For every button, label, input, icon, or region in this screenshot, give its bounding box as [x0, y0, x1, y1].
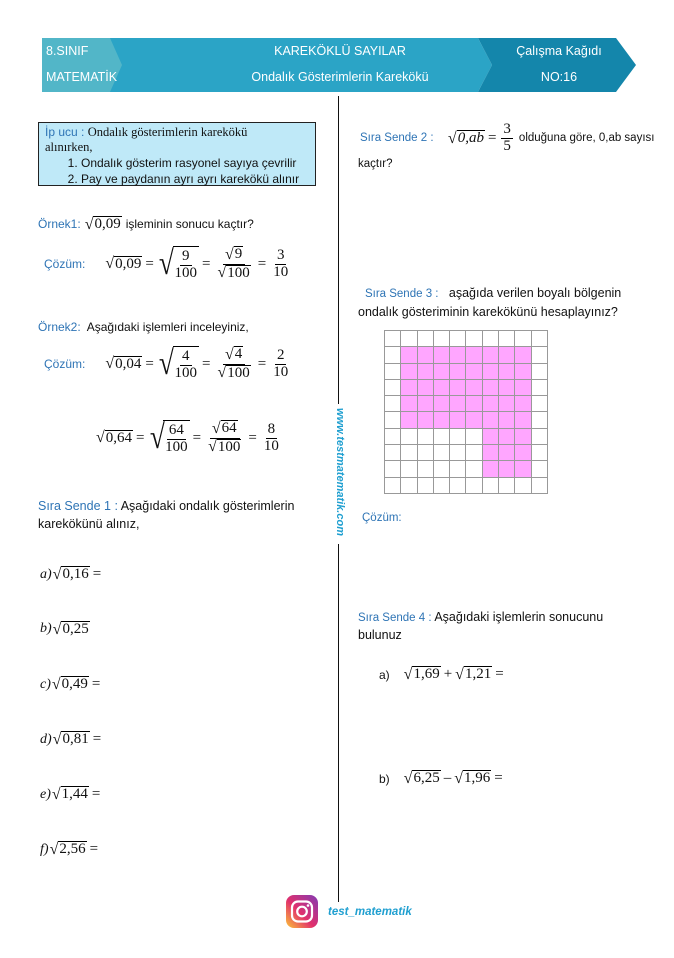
math-text: 8 — [267, 420, 276, 437]
math-text: bulunuz — [358, 628, 402, 642]
example1-label: Örnek1: — [38, 217, 81, 232]
grid-cell — [434, 331, 450, 347]
example1-question: Örnek1: √ 0,09 işleminin sonucu kaçtır? — [38, 215, 254, 233]
grid-cell — [385, 461, 401, 477]
grade-label: 8.SINIF — [46, 44, 89, 58]
grid-cell-shaded — [515, 364, 531, 380]
math-text: 10 — [273, 263, 289, 280]
grid-cell — [450, 429, 466, 445]
grid-cell — [385, 478, 401, 494]
math-text: 100 — [217, 438, 241, 455]
grid-cell-shaded — [483, 364, 499, 380]
equation: √ 0,04 = √ 4 100 = √ 4 √ 100 = $\frac{2}{10}$ — [105, 345, 289, 382]
grid-cell — [385, 364, 401, 380]
grid-cell-shaded — [515, 429, 531, 445]
math-text: 0,25 — [62, 621, 89, 637]
grid-cell — [385, 396, 401, 412]
grid-cell-shaded — [434, 364, 450, 380]
math-text: 0,04 — [115, 355, 142, 372]
grid-cell — [466, 429, 482, 445]
grid-cell — [466, 478, 482, 494]
grid-cell-shaded — [466, 364, 482, 380]
tip-box — [38, 122, 316, 186]
grid-cell-shaded — [483, 429, 499, 445]
grid-cell-shaded — [483, 445, 499, 461]
grid-cell-shaded — [418, 396, 434, 412]
grid-cell — [401, 445, 417, 461]
grid-cell-shaded — [401, 380, 417, 396]
grid-cell-shaded — [434, 380, 450, 396]
math-text: 1,21 — [464, 666, 492, 683]
grid-cell-shaded — [401, 396, 417, 412]
example2-solution — [44, 346, 292, 382]
tip-text: Ondalık gösterimlerin karekökü — [87, 125, 248, 139]
exercise1-item: a) √ 0,16 = — [40, 565, 102, 583]
grid-cell-shaded — [515, 380, 531, 396]
grid-cell-shaded — [499, 461, 515, 477]
exercise3-prompt — [358, 284, 621, 321]
exercise1-prompt — [38, 497, 294, 533]
grid-cell — [385, 429, 401, 445]
instagram-handle[interactable]: test_matematik — [328, 906, 412, 918]
exercise3-label: Sıra Sende 3 : — [364, 288, 439, 300]
grid-cell-shaded — [483, 461, 499, 477]
grid-cell — [385, 331, 401, 347]
math-text: 10 — [263, 437, 279, 454]
grid-cell — [499, 478, 515, 494]
grid-cell-shaded — [499, 347, 515, 363]
math-text: 64 — [168, 422, 184, 439]
grid-cell — [450, 461, 466, 477]
header-subtitle: Ondalık Gösterimlerin Karekökü — [251, 70, 429, 84]
tip-step: 2. Pay ve paydanın ayrı ayrı karekökü alınır — [81, 171, 309, 187]
grid-cell-shaded — [450, 396, 466, 412]
grid-cell — [466, 331, 482, 347]
grid-cell-shaded — [499, 364, 515, 380]
exercise1-label: Sıra Sende 1 : — [38, 499, 118, 513]
math-text: c) — [40, 676, 51, 692]
grid-cell — [418, 429, 434, 445]
math-text: + — [443, 666, 453, 682]
math-text: 2,56 — [59, 841, 86, 858]
math-text: = — [89, 841, 99, 857]
exercise1-item: e) √ 1,44 = — [40, 785, 101, 803]
grid-cell-shaded — [418, 364, 434, 380]
grid-cell — [532, 478, 548, 494]
grid-cell — [466, 445, 482, 461]
grid-cell — [483, 331, 499, 347]
grid-cell-shaded — [466, 380, 482, 396]
grid-cell-shaded — [418, 347, 434, 363]
exercise2-label: Sıra Sende 2 : — [360, 132, 434, 145]
tip-label: İp ucu : — [45, 125, 85, 139]
shaded-grid — [384, 330, 548, 494]
grid-cell — [418, 478, 434, 494]
grid-cell — [450, 445, 466, 461]
grid-cell — [385, 347, 401, 363]
math-text: 100 — [227, 264, 250, 281]
grid-cell — [418, 331, 434, 347]
grid-cell — [515, 331, 531, 347]
grid-cell-shaded — [466, 412, 482, 428]
math-text: 0,81 — [62, 731, 89, 748]
grid-cell — [434, 429, 450, 445]
grid-cell — [532, 331, 548, 347]
math-text: Aşağıdaki ondalık gösterimlerin — [120, 499, 295, 513]
grid-cell-shaded — [450, 412, 466, 428]
math-text: = — [92, 731, 102, 747]
math-text: 3 — [503, 121, 511, 137]
tip-text-cont: alınırken, — [45, 140, 93, 154]
instagram-icon[interactable] — [286, 895, 318, 928]
grid-cell — [515, 478, 531, 494]
math-text: 10 — [273, 363, 289, 380]
math-text: 1,69 — [413, 666, 440, 683]
math-text: = — [91, 786, 101, 802]
grid-cell-shaded — [515, 461, 531, 477]
math-text: 0,ab — [457, 129, 484, 146]
grid-cell — [450, 331, 466, 347]
exercise1-item: d) √ 0,81 = — [40, 730, 102, 748]
grid-cell — [532, 380, 548, 396]
math-text: = — [494, 770, 503, 786]
example1-text: işleminin sonucu kaçtır? — [125, 217, 254, 232]
math-text: a) — [379, 667, 390, 682]
grid-cell-shaded — [418, 380, 434, 396]
math-text: e) — [40, 786, 51, 802]
grid-cell-shaded — [499, 445, 515, 461]
math-text: 100 — [174, 265, 198, 281]
grid-cell-shaded — [401, 412, 417, 428]
grid-cell — [385, 445, 401, 461]
example2-equation-2 — [96, 420, 283, 456]
grid-cell — [532, 412, 548, 428]
grid-cell-shaded — [434, 347, 450, 363]
math-text: 0,16 — [62, 566, 89, 583]
math-text: = — [92, 566, 102, 582]
grid-cell — [385, 380, 401, 396]
equation: √ 0,09 = √ 9 100 = √ 9 √ 100 = $\frac{3}{10}$ — [105, 245, 289, 282]
exercise4-prompt — [358, 609, 603, 644]
grid-cell — [532, 445, 548, 461]
grid-cell — [450, 478, 466, 494]
grid-cell — [532, 461, 548, 477]
math-text: d) — [40, 731, 52, 747]
grid-cell-shaded — [418, 412, 434, 428]
math-text: 9 — [182, 248, 190, 265]
equation: √ 0,64 = √ 64 100 = √ 64 √ 100 = $\frac{8}{10}$ — [96, 419, 279, 456]
grid-cell-shaded — [401, 347, 417, 363]
grid-cell — [434, 478, 450, 494]
grid-cell-shaded — [450, 347, 466, 363]
math-text: 2 — [276, 346, 285, 363]
math-text: ondalık gösteriminin karekökünü hesaplayınız? — [358, 305, 618, 319]
math-text: f) — [40, 841, 49, 857]
radicand: 0,09 — [94, 216, 121, 232]
math-text: 100 — [174, 365, 198, 381]
math-text: a) — [40, 566, 52, 582]
solution-label: Çözüm: — [362, 512, 402, 524]
math-text: 4 — [182, 348, 190, 365]
grid-cell-shaded — [450, 380, 466, 396]
exercise4-item-b: b) √ 6,25 – √ 1,96 = — [379, 769, 503, 787]
math-text: 1,44 — [61, 786, 88, 803]
example1-solution — [44, 246, 292, 282]
grid-cell-shaded — [515, 347, 531, 363]
grid-cell — [532, 396, 548, 412]
math-text: aşağıda verilen boyalı bölgenin — [448, 286, 622, 300]
math-text: – — [443, 770, 452, 786]
grid-cell-shaded — [450, 364, 466, 380]
grid-cell-shaded — [499, 412, 515, 428]
math-text: 100 — [227, 364, 250, 381]
math-text: 0,09 — [115, 255, 142, 272]
exercise1-item: f) √ 2,56 = — [40, 840, 99, 858]
grid-cell — [401, 331, 417, 347]
grid-cell — [418, 461, 434, 477]
grid-cell — [499, 331, 515, 347]
grid-cell — [434, 461, 450, 477]
example2-label: Örnek2: — [38, 320, 81, 334]
math-text: 6,25 — [413, 770, 440, 787]
exercise4-label: Sıra Sende 4 : — [358, 612, 432, 624]
math-text: 4 — [234, 346, 243, 362]
exercise1-item: c) √ 0,49 = — [40, 675, 101, 693]
grid-cell — [532, 429, 548, 445]
example2-question — [38, 320, 249, 334]
grid-cell-shaded — [483, 412, 499, 428]
solution-label: Çözüm: — [44, 357, 86, 371]
math-text: = — [495, 666, 504, 682]
math-text: olduğuna göre, 0,ab sayısı — [518, 132, 655, 145]
math-text: 100 — [165, 439, 188, 455]
grid-cell — [401, 461, 417, 477]
grid-cell — [532, 347, 548, 363]
solution-label: Çözüm: — [44, 257, 86, 271]
grid-cell-shaded — [401, 364, 417, 380]
math-text: 5 — [503, 137, 511, 154]
grid-cell-shaded — [483, 347, 499, 363]
math-text: karekökünü alınız, — [38, 517, 140, 531]
math-text: 0,64 — [105, 429, 133, 446]
grid-cell-shaded — [515, 412, 531, 428]
tip-step: 1. Ondalık gösterim rasyonel sayıya çevrilir — [81, 155, 309, 171]
exercise4-item-a: a) √ 1,69 + √ 1,21 = — [379, 665, 504, 683]
grid-cell — [401, 429, 417, 445]
exercise1-item: b) √ 0,25 — [40, 620, 89, 638]
grid-cell-shaded — [515, 396, 531, 412]
grid-cell-shaded — [499, 396, 515, 412]
math-text: 1,96 — [463, 770, 491, 787]
grid-cell-shaded — [466, 347, 482, 363]
grid-cell-shaded — [434, 412, 450, 428]
math-text: Aşağıdaki işlemlerin sonucunu — [434, 610, 604, 624]
math-text: 9 — [234, 246, 243, 262]
math-text: 64 — [221, 420, 237, 436]
grid-cell — [532, 364, 548, 380]
grid-cell — [401, 478, 417, 494]
math-text: = — [91, 676, 101, 692]
math-text: b) — [40, 621, 52, 637]
watermark: www.testmatematik.com — [334, 408, 346, 536]
grid-cell — [385, 412, 401, 428]
grid-cell-shaded — [499, 429, 515, 445]
grid-cell-shaded — [499, 380, 515, 396]
subject-label: MATEMATİK — [46, 70, 118, 84]
grid-cell-shaded — [483, 396, 499, 412]
grid-cell-shaded — [515, 445, 531, 461]
exercise2-prompt-cont: kaçtır? — [358, 158, 393, 170]
math-text: 0,49 — [61, 676, 88, 693]
math-text: b) — [379, 771, 390, 786]
header-title: KAREKÖKLÜ SAYILAR — [274, 44, 406, 58]
grid-cell — [483, 478, 499, 494]
grid-cell-shaded — [466, 396, 482, 412]
math-text: 3 — [276, 246, 285, 263]
grid-cell-shaded — [483, 380, 499, 396]
exercise2-prompt: Sıra Sende 2 : √ 0,ab = $\frac{3}{5}$ olduğuna göre, 0,ab sayısı — [360, 121, 655, 154]
sheet-type: Çalışma Kağıdı — [516, 44, 602, 58]
example2-text: Aşağıdaki işlemleri inceleyiniz, — [86, 320, 249, 334]
grid-cell-shaded — [434, 396, 450, 412]
grid-cell — [418, 445, 434, 461]
grid-cell — [466, 461, 482, 477]
grid-cell — [434, 445, 450, 461]
sheet-number: NO:16 — [540, 70, 578, 84]
